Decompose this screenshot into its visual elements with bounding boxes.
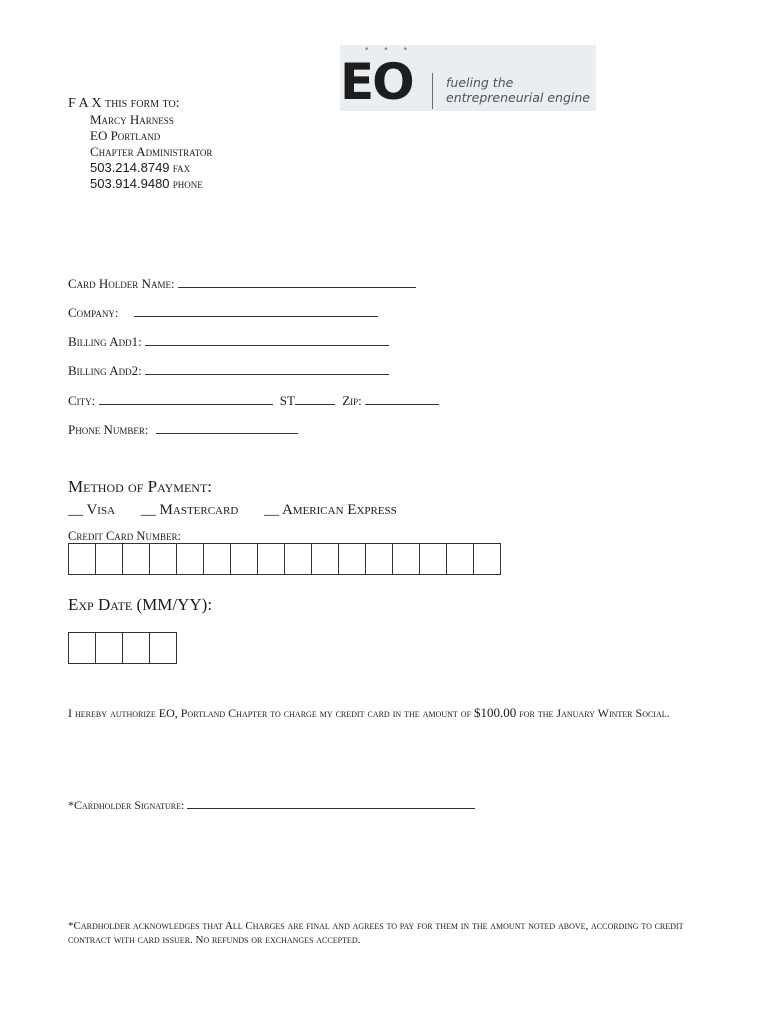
visa-option[interactable]: __ Visa: [68, 502, 116, 518]
card-holder-row: [68, 276, 416, 292]
credit-card-digit-box-13[interactable]: [392, 543, 420, 575]
authorization-amount: $100.00: [474, 705, 517, 720]
signature-label: *Cardholder Signature:: [68, 798, 185, 812]
logo-tagline-line-1: fueling the: [446, 75, 514, 90]
credit-card-digit-box-8[interactable]: [257, 543, 285, 575]
phone-label: Phone Number:: [68, 422, 149, 437]
credit-card-digit-box-9[interactable]: [284, 543, 312, 575]
logo-tagline-line-2: entrepreneurial engine: [446, 90, 590, 105]
billing-add1-label: Billing Add1:: [68, 334, 142, 349]
state-label: ST: [279, 393, 295, 408]
exp-date-digit-box-3[interactable]: [122, 632, 150, 664]
billing-add1-row: [68, 334, 389, 350]
fax-contact-name: Marcy Harness: [90, 112, 174, 127]
exp-date-boxes: [68, 632, 176, 664]
fax-contact-block: [68, 96, 212, 192]
zip-label: Zip:: [342, 393, 362, 408]
fax-number: 503.214.8749: [90, 160, 170, 175]
company-row: [68, 305, 378, 321]
signature-input-line[interactable]: [187, 797, 475, 809]
billing-add2-label: Billing Add2:: [68, 363, 142, 378]
phone-input-line[interactable]: [156, 422, 298, 434]
phone-number-suffix: phone: [172, 176, 203, 191]
credit-card-digit-box-15[interactable]: [446, 543, 474, 575]
credit-card-digit-box-10[interactable]: [311, 543, 339, 575]
phone-number-line: [68, 176, 212, 192]
company-label: Company:: [68, 305, 119, 320]
fax-contact-role: Chapter Administrator: [90, 144, 213, 159]
cardholder-acknowledgement: *Cardholder acknowledges that All Charges are final and agrees to pay for them in the amount noted above, according to credit contract with card issuer. No refunds or exchanges accepted.: [68, 920, 684, 946]
logo-divider: [432, 73, 433, 109]
credit-card-digit-box-3[interactable]: [122, 543, 150, 575]
credit-card-digit-box-12[interactable]: [365, 543, 393, 575]
credit-card-digit-box-16[interactable]: [473, 543, 501, 575]
zip-input-line[interactable]: [365, 393, 439, 405]
eo-logo: [340, 45, 596, 111]
credit-card-digit-box-2[interactable]: [95, 543, 123, 575]
signature-row: [68, 797, 475, 813]
credit-card-digit-box-14[interactable]: [419, 543, 447, 575]
logo-dots-decoration: •••: [364, 45, 422, 55]
fax-contact-org: EO Portland: [90, 128, 161, 143]
credit-card-digit-box-1[interactable]: [68, 543, 96, 575]
city-state-zip-row: [68, 393, 439, 409]
company-input-line[interactable]: [134, 305, 378, 317]
fax-number-line: [68, 160, 212, 176]
mastercard-option[interactable]: __ Mastercard: [140, 502, 239, 518]
logo-tagline: [446, 75, 590, 105]
credit-card-digit-box-6[interactable]: [203, 543, 231, 575]
card-holder-label: Card Holder Name:: [68, 276, 175, 291]
card-holder-input-line[interactable]: [178, 276, 416, 288]
exp-date-digit-box-1[interactable]: [68, 632, 96, 664]
fax-number-suffix: fax: [172, 160, 191, 175]
credit-card-number-boxes: [68, 543, 500, 575]
credit-card-number-label: Credit Card Number:: [68, 529, 181, 543]
exp-date-digit-box-2[interactable]: [95, 632, 123, 664]
credit-card-digit-box-11[interactable]: [338, 543, 366, 575]
exp-date-heading: Exp Date (MM/YY):: [68, 595, 213, 614]
method-of-payment-heading: Method of Payment:: [68, 477, 213, 496]
credit-card-digit-box-4[interactable]: [149, 543, 177, 575]
phone-row: [68, 422, 298, 438]
authorization-text-start: I hereby authorize EO, Portland Chapter to charge my credit card in the amount of: [68, 706, 475, 720]
fax-title: F A X this form to:: [68, 96, 180, 111]
logo-mark: EO: [340, 53, 413, 111]
credit-card-digit-box-7[interactable]: [230, 543, 258, 575]
payment-options: [68, 502, 419, 519]
state-input-line[interactable]: [295, 393, 335, 405]
billing-add2-row: [68, 363, 389, 379]
authorization-text-end: for the January Winter Social.: [516, 706, 670, 720]
city-label: City:: [68, 393, 96, 408]
phone-number: 503.914.9480: [90, 176, 170, 191]
billing-add1-input-line[interactable]: [145, 334, 389, 346]
authorization-statement: [68, 705, 708, 721]
exp-date-digit-box-4[interactable]: [149, 632, 177, 664]
billing-add2-input-line[interactable]: [145, 363, 389, 375]
credit-card-digit-box-5[interactable]: [176, 543, 204, 575]
city-input-line[interactable]: [99, 393, 273, 405]
american-express-option[interactable]: __ American Express: [264, 502, 397, 518]
